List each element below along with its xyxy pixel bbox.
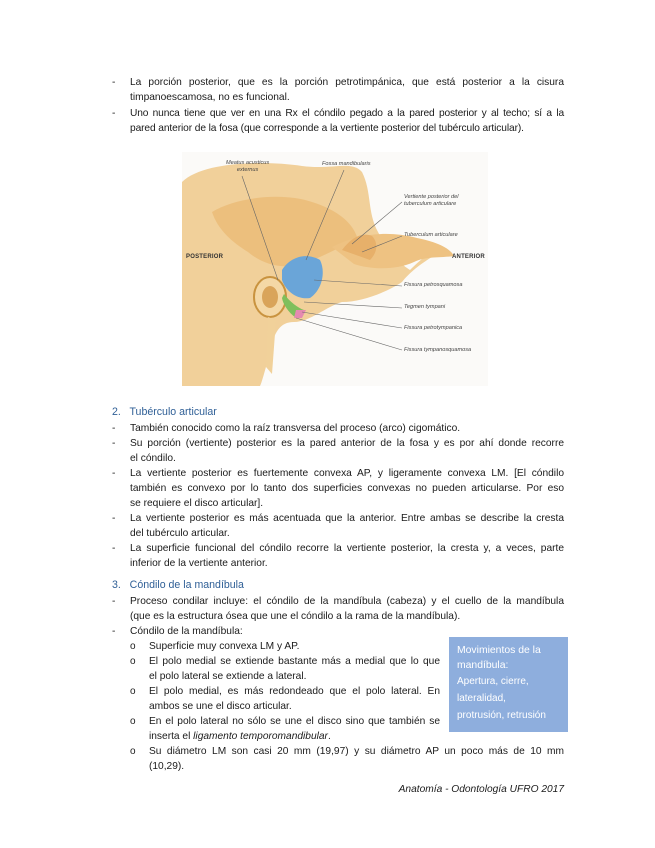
callout-title-line: mandíbula: xyxy=(457,660,509,671)
callout-body-line: lateralidad, xyxy=(457,693,506,704)
text-line: pared anterior de la fosa (que corresponde a la vertiente posterior del tubérculo articular). xyxy=(130,123,524,134)
bullet-dash: - xyxy=(112,438,116,449)
top-bullet-1 xyxy=(112,75,564,105)
label-fissura-petrotympanica: Fissura petrotympanica xyxy=(404,325,463,331)
text-line: también es convexo por lo tanto dos superficies convexas no pueden articularse. Por eso xyxy=(130,483,564,494)
label-tegmen: Tegmen tympani xyxy=(404,304,446,310)
label-fissura-petrosquamosa: Fissura petrosquamosa xyxy=(404,282,463,288)
text-line: El polo medial se extiende bastante más a medial que lo que xyxy=(149,656,440,667)
callout-body xyxy=(457,673,560,724)
label-tuberculum: Tuberculum articulare xyxy=(404,232,458,238)
section-2-list xyxy=(112,421,564,571)
text-line: el polo lateral se extiende a lateral. xyxy=(149,671,307,682)
text-line: La porción posterior, que es la porción petrotimpánica, que está posterior a la cisura xyxy=(130,77,564,88)
text-line: También conocido como la raíz transversa del proceso (arco) cigomático. xyxy=(130,423,461,434)
list-item xyxy=(112,511,564,541)
label-posterior: POSTERIOR xyxy=(186,254,224,260)
label-line: tuberculum articulare xyxy=(404,201,457,207)
sub-item xyxy=(130,639,440,654)
text-line: (10,29). xyxy=(149,761,185,772)
label-line: externus xyxy=(236,167,259,173)
anatomy-figure xyxy=(182,152,488,386)
sub-item-diameter xyxy=(130,744,564,774)
text-line: el cóndilo. xyxy=(130,453,176,464)
callout-body-line: protrusión, retrusión xyxy=(457,710,546,721)
bullet-dash: - xyxy=(112,77,116,88)
list-item xyxy=(112,541,564,571)
bullet-circle: o xyxy=(130,686,136,697)
bullet-circle: o xyxy=(130,716,136,727)
sub-item xyxy=(130,654,440,684)
text-line: Su porción (vertiente) posterior es la pared anterior de la fosa y es por ahí donde recorre xyxy=(130,438,564,449)
text-line: La vertiente posterior es fuertemente convexa AP, y ligeramente convexa LM. [El cóndilo xyxy=(130,468,564,479)
label-meatus xyxy=(226,160,269,174)
section-3-heading: 3. Cóndilo de la mandíbula xyxy=(112,579,244,591)
bullet-dash: - xyxy=(112,543,116,554)
callout-body-line: Apertura, cierre, xyxy=(457,676,529,687)
bullet-dash: - xyxy=(112,108,116,119)
list-item xyxy=(112,436,564,466)
label-fossa: Fossa mandibularis xyxy=(322,161,371,167)
bullet-dash: - xyxy=(112,513,116,524)
bullet-dash: - xyxy=(112,626,116,637)
text-line: La superficie funcional del cóndilo recorre la vertiente posterior, la cresta y, a veces, parte xyxy=(130,543,564,554)
list-item xyxy=(112,466,564,511)
label-anterior: ANTERIOR xyxy=(452,254,485,260)
text-line: Uno nunca tiene que ver en una Rx el cóndilo pegado a la pared posterior y al techo; sí a la xyxy=(130,108,564,119)
bullet-dash: - xyxy=(112,423,116,434)
bullet-circle: o xyxy=(130,656,136,667)
text-line: Cóndilo de la mandíbula: xyxy=(130,626,243,637)
ligament-name: ligamento temporomandibular xyxy=(193,731,328,742)
text-fragment: inserta el xyxy=(149,731,194,742)
text-line: se requiere el disco articular]. xyxy=(130,498,264,509)
page-footer: Anatomía - Odontología UFRO 2017 xyxy=(398,784,564,795)
sub-item xyxy=(130,684,440,714)
bullet-dash: - xyxy=(112,596,116,607)
text-fragment: . xyxy=(327,731,331,742)
text-line: Proceso condilar incluye: el cóndilo de la mandíbula (cabeza) y el cuello de la mandíbula xyxy=(130,596,564,607)
text-line: Su diámetro LM son casi 20 mm (19,97) y su diámetro AP un poco más de 10 mm xyxy=(149,746,564,757)
section-2-heading: 2. Tubérculo articular xyxy=(112,406,217,418)
list-item xyxy=(112,421,564,436)
text-line: del tubérculo articular. xyxy=(130,528,230,539)
label-vertiente xyxy=(404,194,459,208)
text-line xyxy=(149,729,440,744)
bullet-circle: o xyxy=(130,641,136,652)
label-line: Vertiente posterior del xyxy=(404,194,459,200)
text-line: La vertiente posterior es más acentuada que la anterior. Entre ambas se describe la cresta xyxy=(130,513,564,524)
callout-title xyxy=(457,643,560,673)
text-line: Superficie muy convexa LM y AP. xyxy=(149,641,300,652)
callout-title-line: Movimientos de la xyxy=(457,645,541,656)
section-3-bullet-1 xyxy=(112,594,564,624)
sub-item xyxy=(130,714,440,744)
bullet-circle: o xyxy=(130,746,136,757)
text-line: ambos se une el disco articular. xyxy=(149,701,292,712)
text-line: El polo medial, es más redondeado que el polo lateral. En xyxy=(149,686,440,697)
text-line: (que es la estructura ósea que une el cóndilo a la rama de la mandíbula). xyxy=(130,611,461,622)
condyle-sublist xyxy=(130,639,440,744)
label-line: Meatus acusticus xyxy=(226,160,270,166)
text-line: inferior de la vertiente anterior. xyxy=(130,558,268,569)
label-fissura-tympanosquamosa: Fissura tympanosquamosa xyxy=(404,347,472,353)
movements-callout xyxy=(449,637,568,732)
text-line: timpanoescamosa, no es funcional. xyxy=(130,92,290,103)
bullet-dash: - xyxy=(112,468,116,479)
text-line: En el polo lateral no sólo se une el disco sino que también se xyxy=(149,716,440,727)
top-bullet-2 xyxy=(112,106,564,136)
